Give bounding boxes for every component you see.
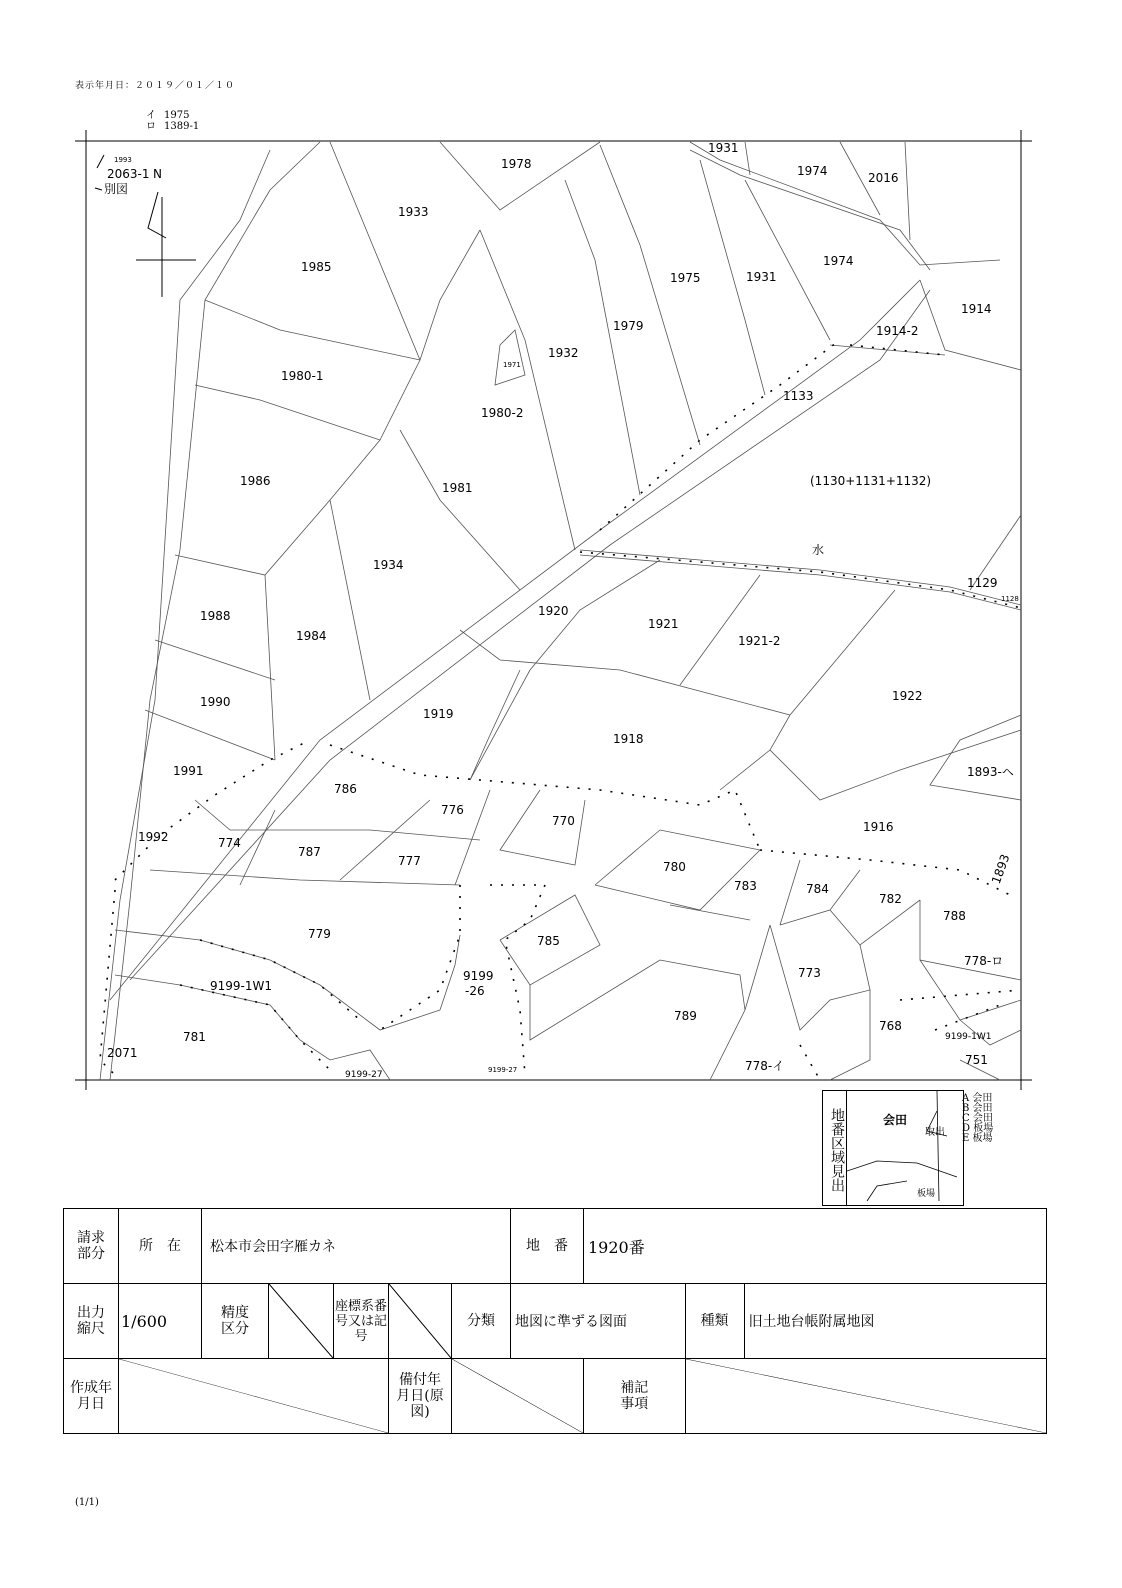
display-date: 表示年月日：２０１９／０１／１０ <box>75 81 236 91</box>
index-area-label: 取出 <box>925 1127 945 1138</box>
parcel-label: (1130+1131+1132) <box>810 474 932 488</box>
lot-value: 1920番 <box>584 1209 1047 1284</box>
parcel-label: 1991 <box>173 764 204 778</box>
parcel-label: 782 <box>879 892 902 906</box>
scale-label: 出力縮尺 <box>64 1284 119 1359</box>
parcel-label: 1128 <box>1001 595 1019 603</box>
lot-label: 地 番 <box>511 1209 584 1284</box>
index-area-label: 会田 <box>883 1113 908 1127</box>
parcel-label: 1931 <box>708 141 739 155</box>
parcel-label: 1893-ヘ <box>967 765 1014 779</box>
dotted-boundaries <box>100 340 1021 1080</box>
location-value: 松本市会田字雁カネ <box>202 1209 511 1284</box>
parcel-label: 777 <box>398 854 421 868</box>
scale-value: 1/600 <box>119 1284 202 1359</box>
parcel-label: 1981 <box>442 481 473 495</box>
precision-empty <box>269 1284 334 1359</box>
parcel-label: 1933 <box>398 205 429 219</box>
parcel-label: 1914-2 <box>876 324 919 338</box>
parcel-label: 1129 <box>967 576 998 590</box>
parcel-label: 9199-1W1 <box>210 979 273 993</box>
parcel-label: 9199-27 <box>488 1066 518 1074</box>
parcel-label: 776 <box>441 803 464 817</box>
page-number: (1/1) <box>75 1497 99 1508</box>
parcel-label: 784 <box>806 882 829 896</box>
parcel-label: 1921 <box>648 617 679 631</box>
parcel-label: 1931 <box>746 270 777 284</box>
parcel-label: 751 <box>965 1053 988 1067</box>
parcel-label: 768 <box>879 1019 902 1033</box>
remark-date-label: 備付年月日(原図) <box>389 1359 452 1434</box>
parcel-label: 1992 <box>138 830 169 844</box>
parcel-label: 786 <box>334 782 357 796</box>
location-label: 所 在 <box>119 1209 202 1284</box>
parcel-label: 1974 <box>823 254 854 268</box>
parcel-label: 1988 <box>200 609 231 623</box>
parcel-label: 1993 <box>114 156 132 164</box>
parcel-label: 785 <box>537 934 560 948</box>
parcel-label: 788 <box>943 909 966 923</box>
svg-text:2063-1: 2063-1 <box>107 167 150 181</box>
parcel-label: 781 <box>183 1030 206 1044</box>
parcel-label: 783 <box>734 879 757 893</box>
index-map <box>822 1090 964 1206</box>
parcel-label: 1921-2 <box>738 634 781 648</box>
precision-label: 精度区分 <box>202 1284 269 1359</box>
parcel-label: 1975 <box>670 271 701 285</box>
coord-empty <box>389 1284 452 1359</box>
water-label: 水 <box>812 543 825 557</box>
parcel-labels <box>107 141 1019 1080</box>
parcel-label: 1916 <box>863 820 894 834</box>
legend-row: ロ 1389-1 <box>146 121 200 132</box>
parcel-label: 779 <box>308 927 331 941</box>
legend-row: イ 1975 <box>146 110 190 121</box>
north-arrow-icon <box>136 192 196 297</box>
parcel-label: 774 <box>218 836 241 850</box>
parcel-label: 9199-27 <box>345 1070 383 1080</box>
parcel-label: 1914 <box>961 302 992 316</box>
remark-date-empty <box>452 1359 584 1434</box>
class-label: 分類 <box>452 1284 511 1359</box>
kind-label: 種類 <box>685 1284 744 1359</box>
parcel-label: 1986 <box>240 474 271 488</box>
parcel-label: 778-イ <box>745 1059 785 1073</box>
parcel-label: 778-ロ <box>964 954 1004 968</box>
parcel-label: 1919 <box>423 707 454 721</box>
request-section-label: 請求部分 <box>64 1209 119 1284</box>
created-label: 作成年月日 <box>64 1359 119 1434</box>
north-label: N <box>153 167 162 181</box>
parcel-label: 1920 <box>538 604 569 618</box>
created-empty <box>119 1359 389 1434</box>
parcel-label: 1985 <box>301 260 332 274</box>
parcel-label: 1980-2 <box>481 406 524 420</box>
parcel-label: 1893 <box>988 852 1013 886</box>
parcel-label: 1934 <box>373 558 404 572</box>
parcel-label: -26 <box>465 984 485 998</box>
class-value: 地図に準ずる図面 <box>511 1284 686 1359</box>
kind-value: 旧土地台帳附属地図 <box>744 1284 1046 1359</box>
notes-label: 補記事項 <box>584 1359 686 1434</box>
parcel-label: 1974 <box>797 164 828 178</box>
parcel-label: 1133 <box>783 389 814 403</box>
parcel-label: 789 <box>674 1009 697 1023</box>
parcel-label: 1979 <box>613 319 644 333</box>
parcel-label: 787 <box>298 845 321 859</box>
parcel-label: 2016 <box>868 171 899 185</box>
parcel-label: 1922 <box>892 689 923 703</box>
index-key: A 会田 B 会田 C 会田 D 板場 E 板場 <box>962 1093 994 1144</box>
parcel-label: 9199-1W1 <box>945 1032 992 1042</box>
index-map-drawing <box>847 1091 963 1205</box>
svg-text:別図: 別図 <box>104 182 129 196</box>
parcel-label: 770 <box>552 814 575 828</box>
parcel-label: 2071 <box>107 1046 138 1060</box>
parcel-label: 1971 <box>503 361 521 369</box>
parcel-label: 1918 <box>613 732 644 746</box>
parcel-label: 1932 <box>548 346 579 360</box>
notes-empty <box>685 1359 1046 1434</box>
parcel-label: 780 <box>663 860 686 874</box>
parcel-label: 1984 <box>296 629 327 643</box>
parcel-label: 1980-1 <box>281 369 324 383</box>
parcel-label: 9199 <box>463 969 494 983</box>
parcel-label: 773 <box>798 966 821 980</box>
parcel-label: 1990 <box>200 695 231 709</box>
parcel-label: 1978 <box>501 157 532 171</box>
index-area-label: 板場 <box>917 1189 936 1199</box>
index-map-title: 地番区域見出 <box>823 1091 847 1205</box>
info-table <box>63 1208 1047 1434</box>
coord-label: 座標系番号又は記号 <box>334 1284 389 1359</box>
